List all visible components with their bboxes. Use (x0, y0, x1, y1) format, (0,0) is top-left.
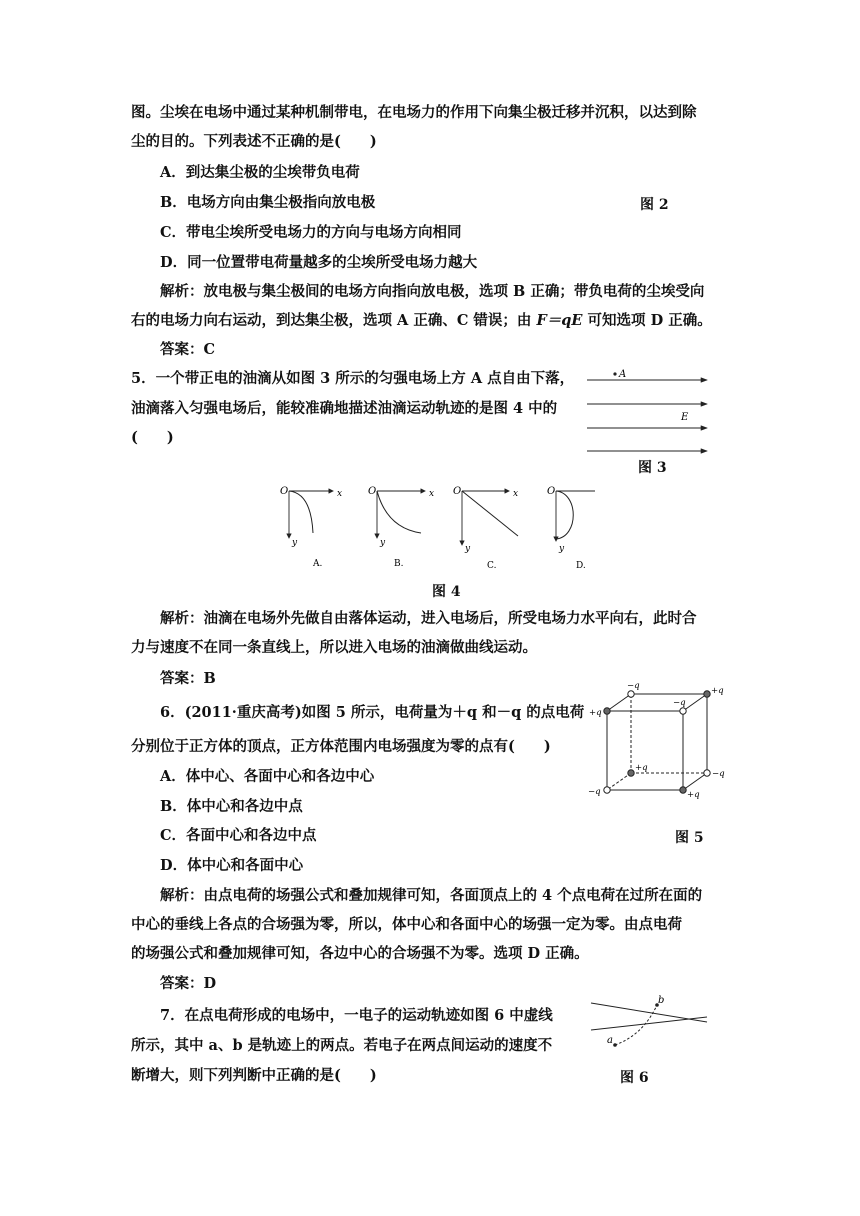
q6-analysis-line3: 的场强公式和叠加规律可知，各边中心的合场强不为零。选项 D 正确。 (131, 945, 589, 962)
q5-stem-line1: 5．一个带正电的油滴从如图 3 所示的匀强电场上方 A 点自由下落， (131, 370, 575, 387)
svg-text:−q: −q (712, 769, 725, 779)
charge-neg-vertex (628, 691, 634, 697)
point-a-label: a (607, 1035, 613, 1046)
svg-text:B.: B. (394, 559, 404, 569)
svg-text:−q: −q (588, 787, 601, 797)
q6-analysis-line2: 中心的垂线上各点的合场强为零，所以，体中心和各面中心的场强一定为零。由点电荷 (131, 916, 682, 933)
q6-stem-line2: 分别位于正方体的顶点，正方体范围内电场强度为零的点有( ) (131, 738, 551, 755)
figure-5-charge-cube (585, 680, 735, 805)
q5-answer: 答案：B (160, 670, 216, 687)
q5-stem-line3: ( ) (131, 429, 174, 446)
svg-text:+q: +q (635, 763, 648, 773)
figure-3-uniform-field (585, 365, 715, 460)
figure-4-option-c (453, 486, 518, 571)
figure-4-option-d (547, 486, 595, 571)
svg-text:O: O (453, 486, 462, 497)
q4-option-b: B．电场方向由集尘极指向放电极 (160, 194, 376, 211)
svg-text:x: x (337, 489, 343, 499)
svg-text:C.: C. (487, 561, 497, 571)
svg-text:−q: −q (673, 698, 686, 708)
svg-text:y: y (380, 538, 386, 548)
q4-formula: F＝qE (536, 312, 583, 329)
point-b-label: b (658, 995, 665, 1006)
svg-text:y: y (559, 544, 565, 554)
point-a-label: A (619, 369, 627, 380)
charge-neg-vertex (604, 787, 610, 793)
svg-text:y: y (465, 544, 471, 554)
q6-stem-line1: 6．(2011·重庆高考)如图 5 所示，电荷量为＋q 和－q 的点电荷 (160, 704, 585, 721)
svg-text:y: y (292, 538, 298, 548)
figure-5-label: 图 5 (675, 830, 704, 846)
q5-analysis-line2: 力与速度不在同一条直线上，所以进入电场的油滴做曲线运动。 (131, 639, 537, 656)
q4-stem-line1: 图。尘埃在电场中通过某种机制带电，在电场力的作用下向集尘极迁移并沉积，以达到除 (131, 104, 697, 121)
q4-option-c: C．带电尘埃所受电场力的方向与电场方向相同 (160, 224, 462, 241)
svg-text:x: x (429, 489, 435, 499)
q6-answer: 答案：D (160, 975, 217, 992)
figure-4-label: 图 4 (432, 584, 461, 600)
svg-text:x: x (513, 489, 519, 499)
figure-6-label: 图 6 (620, 1070, 649, 1086)
q4-option-d: D．同一位置带电荷量越多的尘埃所受电场力越大 (160, 254, 478, 271)
figure-3-label: 图 3 (638, 460, 667, 476)
figure-6-electron-trajectory (585, 995, 715, 1055)
q6-analysis-line1: 解析：由点电荷的场强公式和叠加规律可知，各面顶点上的 4 个点电荷在过所在面的 (160, 887, 703, 904)
charge-neg-vertex (680, 708, 686, 714)
figure-4-trajectory-options (275, 483, 595, 578)
point-a-dot (613, 372, 616, 375)
svg-text:A.: A. (313, 559, 323, 569)
q7-stem-line3: 断增大，则下列判断中正确的是( ) (131, 1067, 377, 1084)
q4-option-a: A．到达集尘极的尘埃带负电荷 (160, 164, 360, 181)
q4-analysis-line1: 解析：放电极与集尘极间的电场方向指向放电极，选项 B 正确；带负电荷的尘埃受向 (160, 283, 705, 300)
q6-option-d: D．体中心和各面中心 (160, 857, 304, 874)
svg-text:+q: +q (589, 708, 602, 718)
q4-answer: 答案：C (160, 341, 216, 358)
point-a-dot (613, 1043, 617, 1047)
q4-analysis-line2: 右的电场力向右运动，到达集尘极，选项 A 正确、C 错误；由 F＝qE 可知选项 D 正确。 (131, 312, 712, 329)
q5-analysis-line1: 解析：油滴在电场外先做自由落体运动，进入电场后，所受电场力水平向右，此时合 (160, 610, 697, 627)
q7-stem-line1: 7．在点电荷形成的电场中，一电子的运动轨迹如图 6 中虚线 (160, 1007, 553, 1024)
charge-pos-vertex (680, 787, 686, 793)
svg-text:O: O (368, 486, 377, 497)
svg-text:−q: −q (627, 681, 640, 691)
charge-pos-vertex (628, 770, 634, 776)
q6-option-c: C．各面中心和各边中点 (160, 827, 317, 844)
charge-pos-vertex (604, 708, 610, 714)
field-e-label: E (681, 412, 689, 423)
q7-stem-line2: 所示，其中 a、b 是轨迹上的两点。若电子在两点间运动的速度不 (131, 1037, 553, 1054)
q4-stem-line2: 尘的目的。下列表述不正确的是( ) (131, 133, 377, 150)
figure-2-label: 图 2 (640, 197, 669, 213)
svg-text:+q: +q (687, 790, 700, 800)
q6-option-b: B．体中心和各边中点 (160, 798, 303, 815)
figure-4-option-a (280, 486, 342, 569)
charge-neg-vertex (704, 770, 710, 776)
q6-option-a: A．体中心、各面中心和各边中心 (160, 768, 375, 785)
field-line (591, 1017, 707, 1030)
charge-pos-vertex (704, 691, 710, 697)
q5-stem-line2: 油滴落入匀强电场后，能较准确地描述油滴运动轨迹的是图 4 中的 (131, 400, 558, 417)
figure-4-option-b (368, 486, 434, 569)
svg-text:+q: +q (711, 686, 724, 696)
svg-text:O: O (547, 486, 556, 497)
svg-text:D.: D. (576, 561, 586, 571)
svg-text:O: O (280, 486, 289, 497)
